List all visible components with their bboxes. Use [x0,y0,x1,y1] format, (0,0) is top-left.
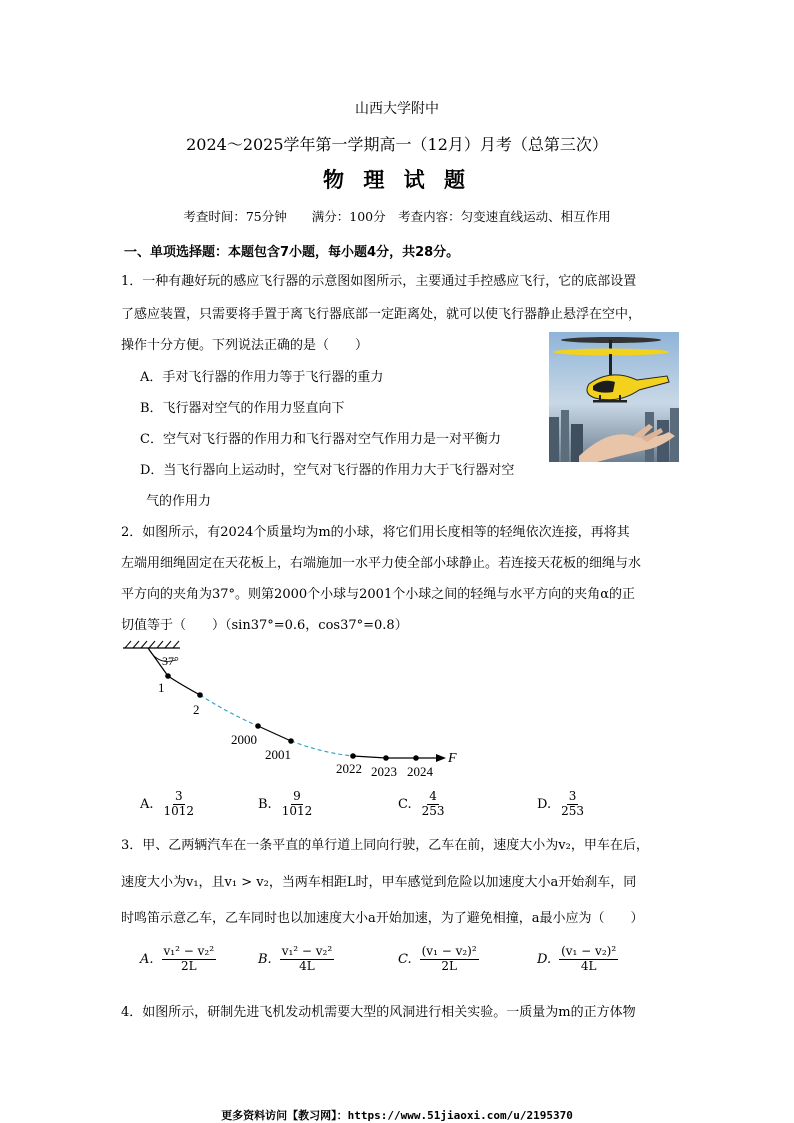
fraction: $\frac{\text{(v₁ − v₂)²}}{2L}$ [421,944,477,973]
q4-line-1: 4．如图所示，研制先进飞机发动机需要大型的风洞进行相关实验。一质量为m的正方体物 [121,1005,636,1020]
q2-line-4: 切值等于（ ）（sin37°=0.6，cos37°=0.8） [121,618,408,633]
q2-option-a: A. $\frac{3}{1012}$ [140,789,195,818]
fraction: $\frac{\text{v₁² − v₂²}}{4L}$ [281,944,333,973]
ball-2023 [383,755,389,761]
q3-line-1: 3．甲、乙两辆汽车在一条平直的单行道上同向行驶，乙车在前，速度大小为v₂，甲车在后， [121,838,649,853]
label-2024: 2024 [407,764,433,779]
label-2022: 2022 [336,761,362,776]
q1-option-a: A．手对飞行器的作用力等于飞行器的重力 [140,370,384,385]
label-1: 1 [158,680,165,695]
ball-2022 [350,753,356,759]
q1-option-d-cont: 气的作用力 [146,494,212,509]
label-2023: 2023 [371,764,397,779]
q2-option-b: B. $\frac{9}{1012}$ [258,789,313,818]
q2-line-2: 左端用细绳固定在天花板上，右端施加一水平力使全部小球静止。若连接天花板的细绳与水 [121,556,642,571]
q1-option-b: B．飞行器对空气的作用力竖直向下 [140,401,345,416]
exam-title: 2024～2025学年第一学期高一（12月）月考（总第三次） [186,135,608,154]
q2-option-d: D. $\frac{3}{253}$ [537,789,584,818]
fraction: $\frac{\text{v₁² − v₂²}}{2L}$ [163,944,215,973]
q3-option-a: A. $\frac{\text{v₁² − v₂²}}{2L}$ [140,944,215,973]
rope-end [353,756,436,758]
fraction: $\frac{3}{253}$ [561,789,584,818]
fraction: $\frac{9}{1012}$ [281,789,313,818]
ball-2001 [288,738,294,744]
force-arrow [436,754,446,762]
q1-line-2: 了感应装置，只需要将手置于离飞行器底部一定距离处，就可以使飞行器静止悬浮在空中， [121,307,642,322]
footer-link[interactable]: 更多资料访问【教习网】：https://www.51jiaoxi.com/u/2195370 [221,1109,573,1122]
q1-option-d: D．当飞行器向上运动时，空气对飞行器的作用力大于飞行器对空 [140,463,515,478]
fraction: $\frac{\text{(v₁ − v₂)²}}{4L}$ [561,944,617,973]
subject-title: 物 理 试 题 [323,168,471,192]
q1-line-3: 操作十分方便。下列说法正确的是（ ） [121,338,369,353]
q1-option-c: C．空气对飞行器的作用力和飞行器对空气作用力是一对平衡力 [140,432,501,447]
fraction: $\frac{3}{1012}$ [163,789,195,818]
ball-2024 [413,755,419,761]
q2-option-c: C. $\frac{4}{253}$ [398,789,445,818]
q3-line-3: 时鸣笛示意乙车，乙车同时也以加速度大小a开始加速，为了避免相撞，a最小应为（ ） [121,911,644,926]
ball-2000 [255,723,261,729]
fraction: $\frac{4}{253}$ [421,789,445,818]
dashed-rope-2 [291,741,353,756]
q3-line-2: 速度大小为v₁，且v₁ > v₂，当两车相距L时，甲车感觉到危险以加速度大小a开始刹车，同 [121,875,637,890]
q3-option-d: D. $\frac{\text{(v₁ − v₂)²}}{4L}$ [537,944,617,973]
school-name: 山西大学附中 [355,101,439,117]
ball-1 [165,673,171,679]
rope-mid [258,726,291,741]
q3-option-c: C. $\frac{\text{(v₁ − v₂)²}}{2L}$ [398,944,477,973]
label-2: 2 [193,702,200,717]
dashed-rope-1 [200,695,258,726]
ball-2 [197,692,203,698]
q2-line-3: 平方向的夹角为37°。则第2000个小球与2001个小球之间的轻绳与水平方向的夹角α的正 [121,587,635,602]
label-2000: 2000 [231,732,257,747]
label-2001: 2001 [265,747,291,762]
q2-line-1: 2．如图所示，有2024个质量均为m的小球，将它们用长度相等的轻绳依次连接，再将其 [121,525,630,540]
angle-label: 37° [162,654,179,668]
exam-info: 考查时间：75分钟 满分：100分 考查内容：匀变速直线运动、相互作用 [183,209,611,224]
helicopter-photo [549,332,679,462]
q1-line-1: 1．一种有趣好玩的感应飞行器的示意图如图所示，主要通过手控感应飞行，它的底部设置 [121,274,637,289]
chain-figure [118,638,468,787]
ceiling [123,641,180,648]
q3-option-b: B. $\frac{\text{v₁² − v₂²}}{4L}$ [258,944,333,973]
section-title: 一、单项选择题：本题包含7小题，每小题4分，共28分。 [124,245,460,260]
force-label: F [448,751,457,766]
